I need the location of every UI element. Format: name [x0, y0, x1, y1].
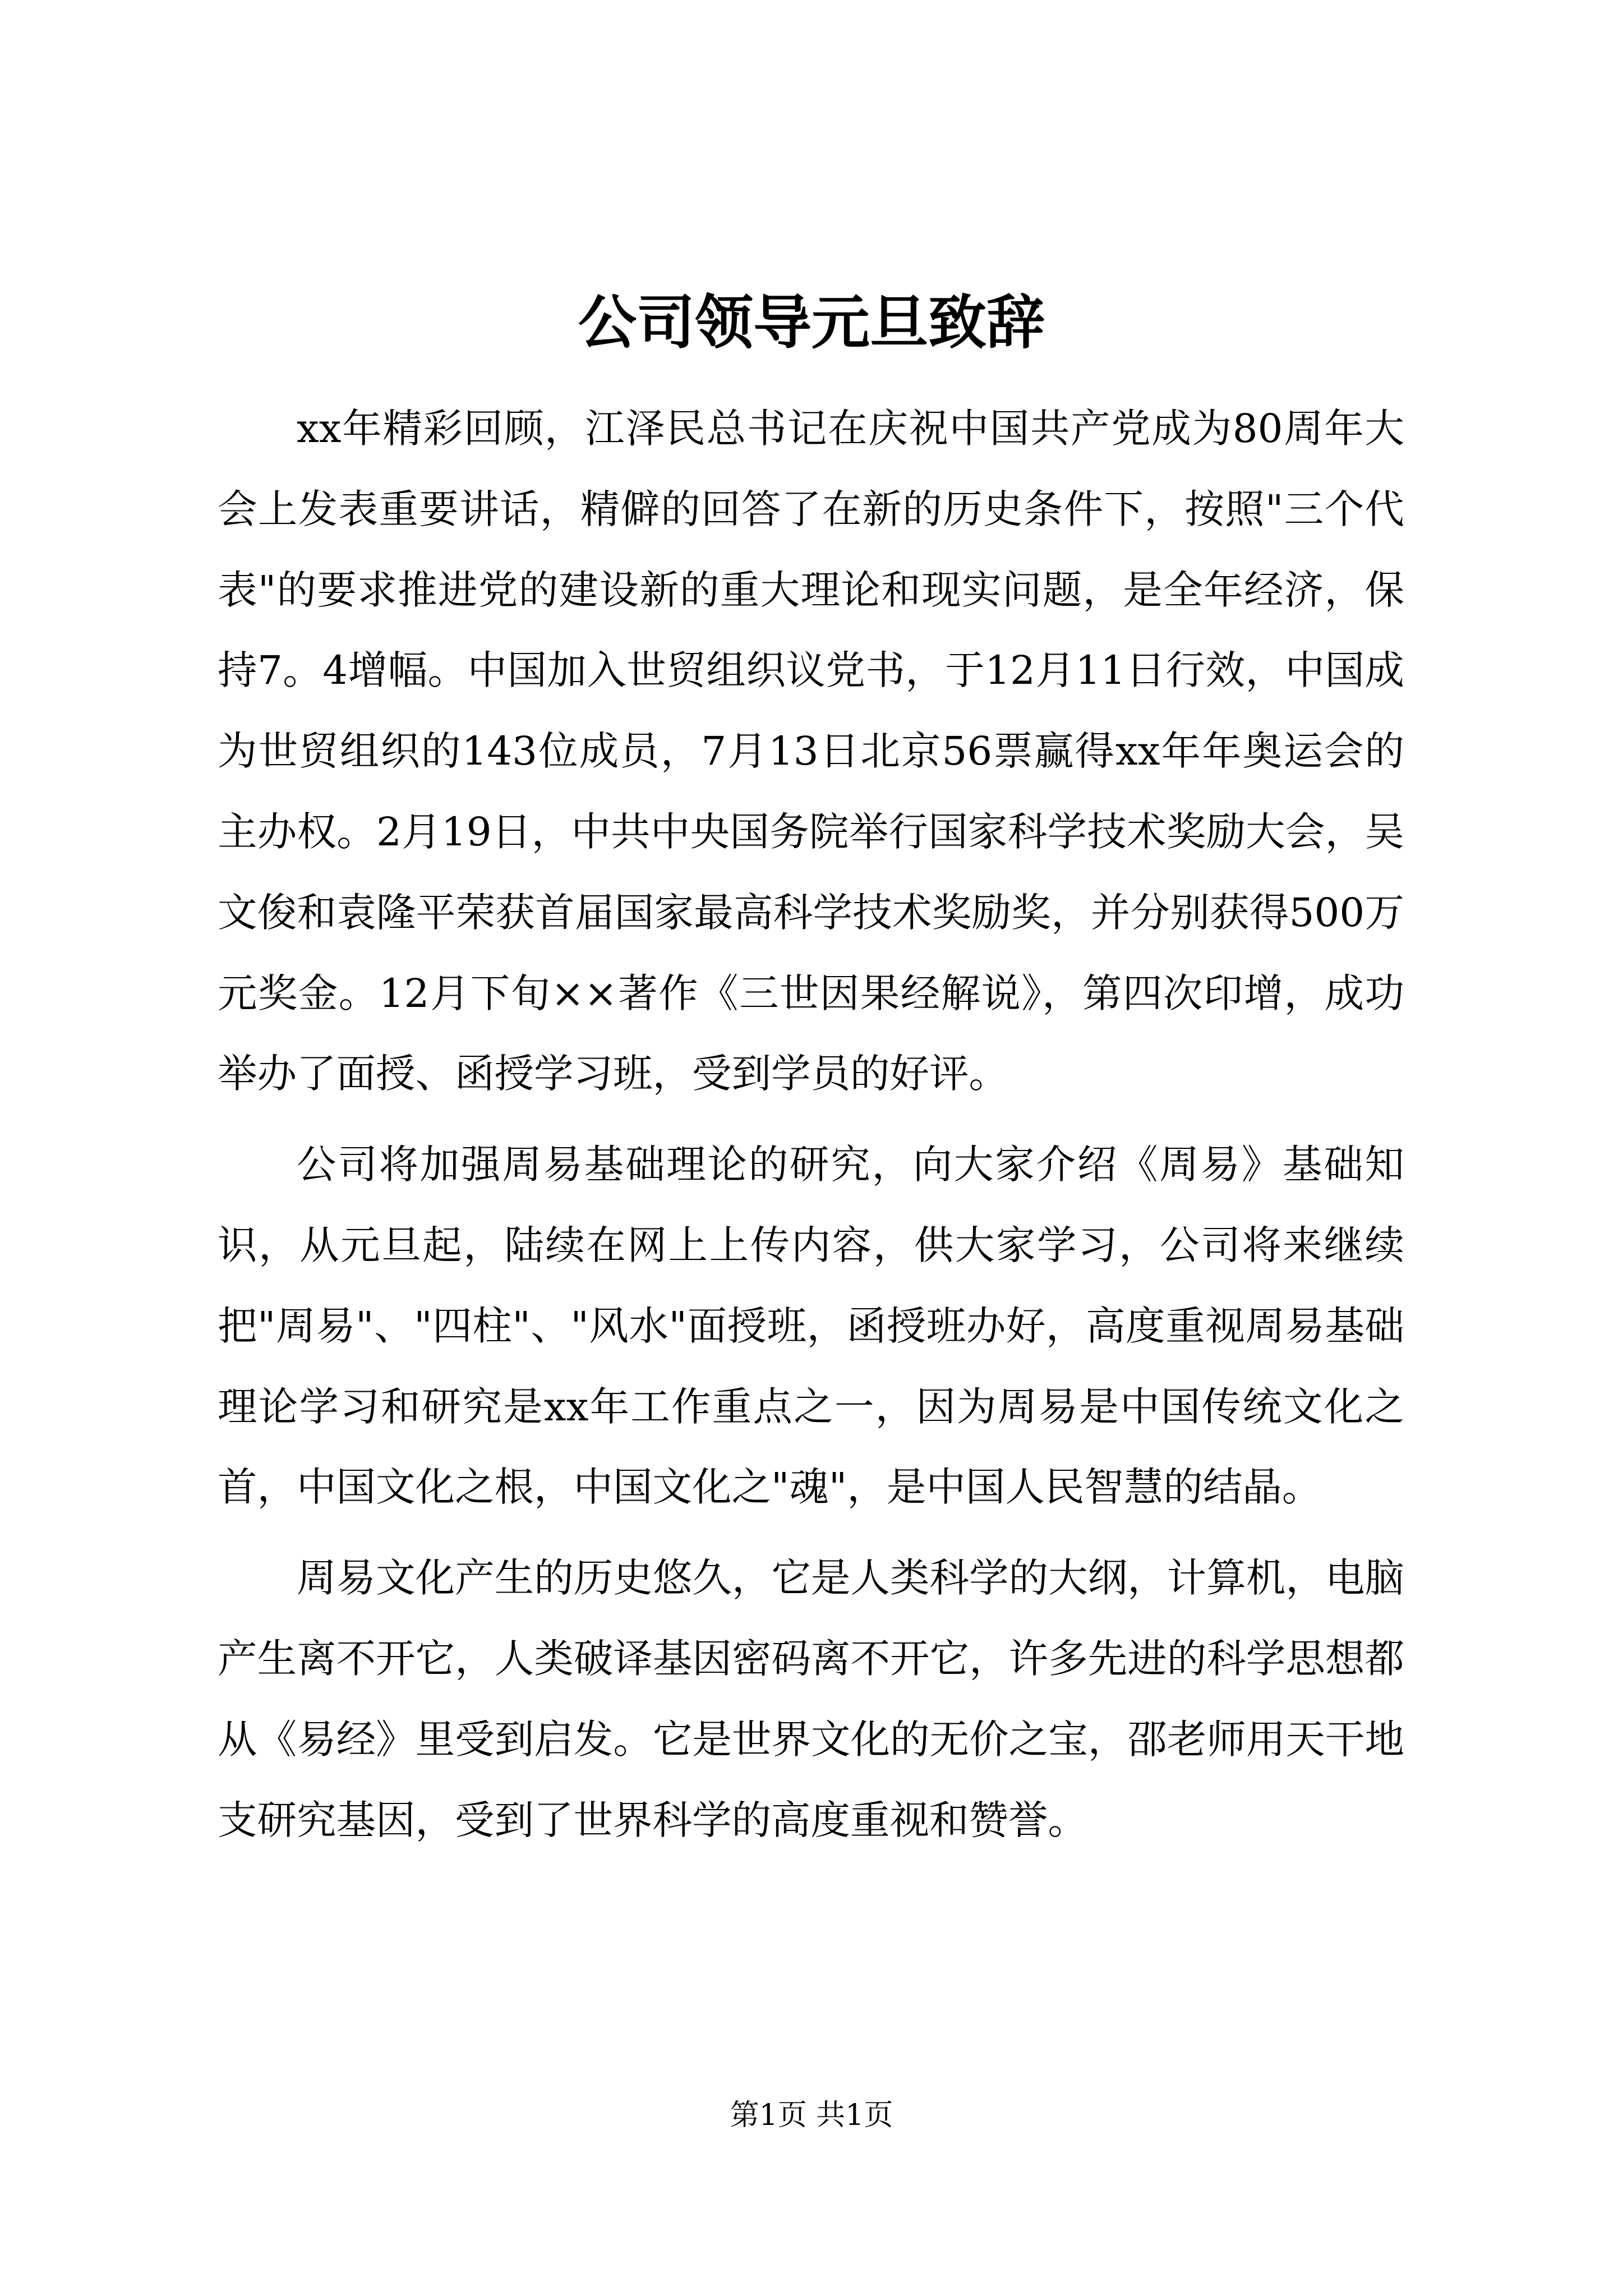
page-number-footer: 第1页 共1页: [730, 2099, 893, 2132]
paragraph-1: xx年精彩回顾，江泽民总书记在庆祝中国共产党成为80周年大会上发表重要讲话，精僻的回答了在新的历史条件下，按照"三个代表"的要求推进党的建设新的重大理论和现实问题，是全年经济，保持7。4增幅。中国加入世贸组织议党书，于12月11日行效，中国成为世贸组织的143位成员，7月13日北京56票赢得xx年年奥运会的主办权。2月19日，中共中央国务院举行国家科学技术奖励大会，吴文俊和袁隆平荣获首届国家最高科学技术奖励奖，并分别获得500万元奖金。12月下旬××著作《三世因果经解说》，第四次印增，成功举办了面授、函授学习班，受到学员的好评。: [218, 406, 1404, 1097]
document-title: 公司领导元旦致辞: [578, 288, 1045, 357]
paragraph-3: 周易文化产生的历史悠久，它是人类科学的大纲，计算机，电脑产生离不开它，人类破译基因密码离不开它，许多先进的科学思想都从《易经》里受到启发。它是世界文化的无价之宝，邵老师用天干地支研究基因，受到了世界科学的高度重视和赞誉。: [218, 1555, 1404, 1843]
paragraph-2: 公司将加强周易基础理论的研究，向大家介绍《周易》基础知识，从元旦起，陆续在网上上传内容，供大家学习，公司将来继续把"周易"、"四柱"、"风水"面授班，函授班办好，高度重视周易基础理论学习和研究是xx年工作重点之一，因为周易是中国传统文化之首，中国文化之根，中国文化之"魂"，是中国人民智慧的结晶。: [218, 1142, 1404, 1511]
document-body: [218, 389, 1404, 1871]
